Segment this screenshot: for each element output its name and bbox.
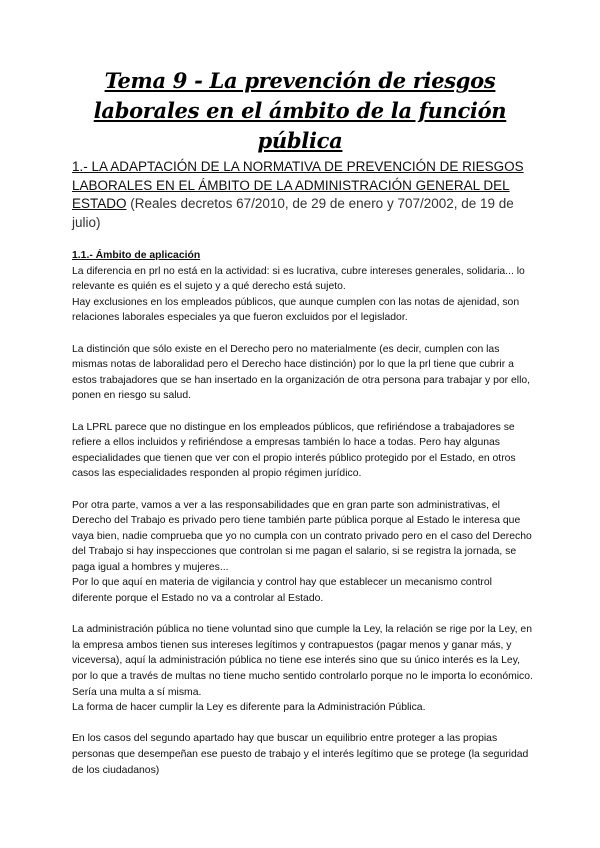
paragraph: La diferencia en prl no está en la actividad: si es lucrativa, cubre intereses generales, solidaria... lo relevante es quién es el sujeto y a qué derecho está sujeto. [72, 265, 525, 293]
section-heading-text: 1.- LA ADAPTACIÓN DE LA NORMATIVA DE PREVENCIÓN DE RIESGOS LABORALES EN EL ÁMBITO DE LA ADMINISTRACIÓN GENERAL DEL ESTADO [72, 159, 524, 211]
paragraph: La administración pública no tiene voluntad sino que cumple la Ley, la relación se rige por la Ley, en la empresa ambos tienen sus intereses legítimos y contrapuestos (pagar menos y ganar más, y viceversa), aquí la administración pública no tiene ese interés sino que su único interés es la Ley, por lo que a través de multas no tiene mucho sentido controlarlo porque no le importa lo económico. Sería una multa a sí misma. [72, 624, 533, 698]
paragraph: La forma de hacer cumplir la Ley es diferente para la Administración Pública. [72, 702, 426, 714]
document-body [72, 248, 534, 778]
paragraph: Hay exclusiones en los empleados públicos, que aunque cumplen con las notas de ajenidad, son relaciones laborales especiales ya que fueron excluidos por el legislador. [72, 296, 520, 324]
paragraph: Por lo que aquí en materia de vigilancia y control hay que establecer un mecanismo control diferente porque el Estado no va a controlar al Estado. [72, 577, 492, 605]
section-heading-subtitle: (Reales decretos 67/2010, de 29 de enero y 707/2002, de 19 de julio) [72, 196, 514, 230]
paragraph: Por otra parte, vamos a ver a las responsabilidades que en gran parte son administrativas, el Derecho del Trabajo es privado pero tiene también parte pública porque al Estado le interesa que vaya bien, nadie comprueba que yo no cumpla con un contrato privado pero en el caso del Derecho del Trabajo si hay inspecciones que controlan si me pagan el salario, si se registra la jornada, se paga igual a hombres y mujeres... [72, 499, 532, 573]
paragraph: La LPRL parece que no distingue en los empleados públicos, que refiriéndose a trabajadores se refiere a ellos incluidos y refiriéndose a empresas también lo hace a todas. Pero hay algunas especialidades que tienen que ver con el propio interés público protegido por el Estado, en otros casos las especialidades responden al propio régimen jurídico. [72, 421, 516, 480]
subsection-heading: 1.1.- Ámbito de aplicación [72, 250, 201, 261]
paragraph: La distinción que sólo existe en el Derecho pero no materialmente (es decir, cumplen con las mismas notas de laboralidad pero el Derecho hace distinción) por lo que la prl tiene que cubrir a estos trabajadores que se han insertado en la organización de otra persona para trabajar y por ello, ponen en riesgo su salud. [72, 343, 531, 402]
document-title: Tema 9 - La prevención de riesgos laborales en el ámbito de la función pública [93, 68, 507, 153]
section-heading [72, 158, 542, 232]
paragraph: En los casos del segundo apartado hay que buscar un equilibrio entre proteger a las propias personas que desempeñan ese puesto de trabajo y el interés legítimo que se protege (la seguridad de los ciudadanos) [72, 733, 529, 776]
